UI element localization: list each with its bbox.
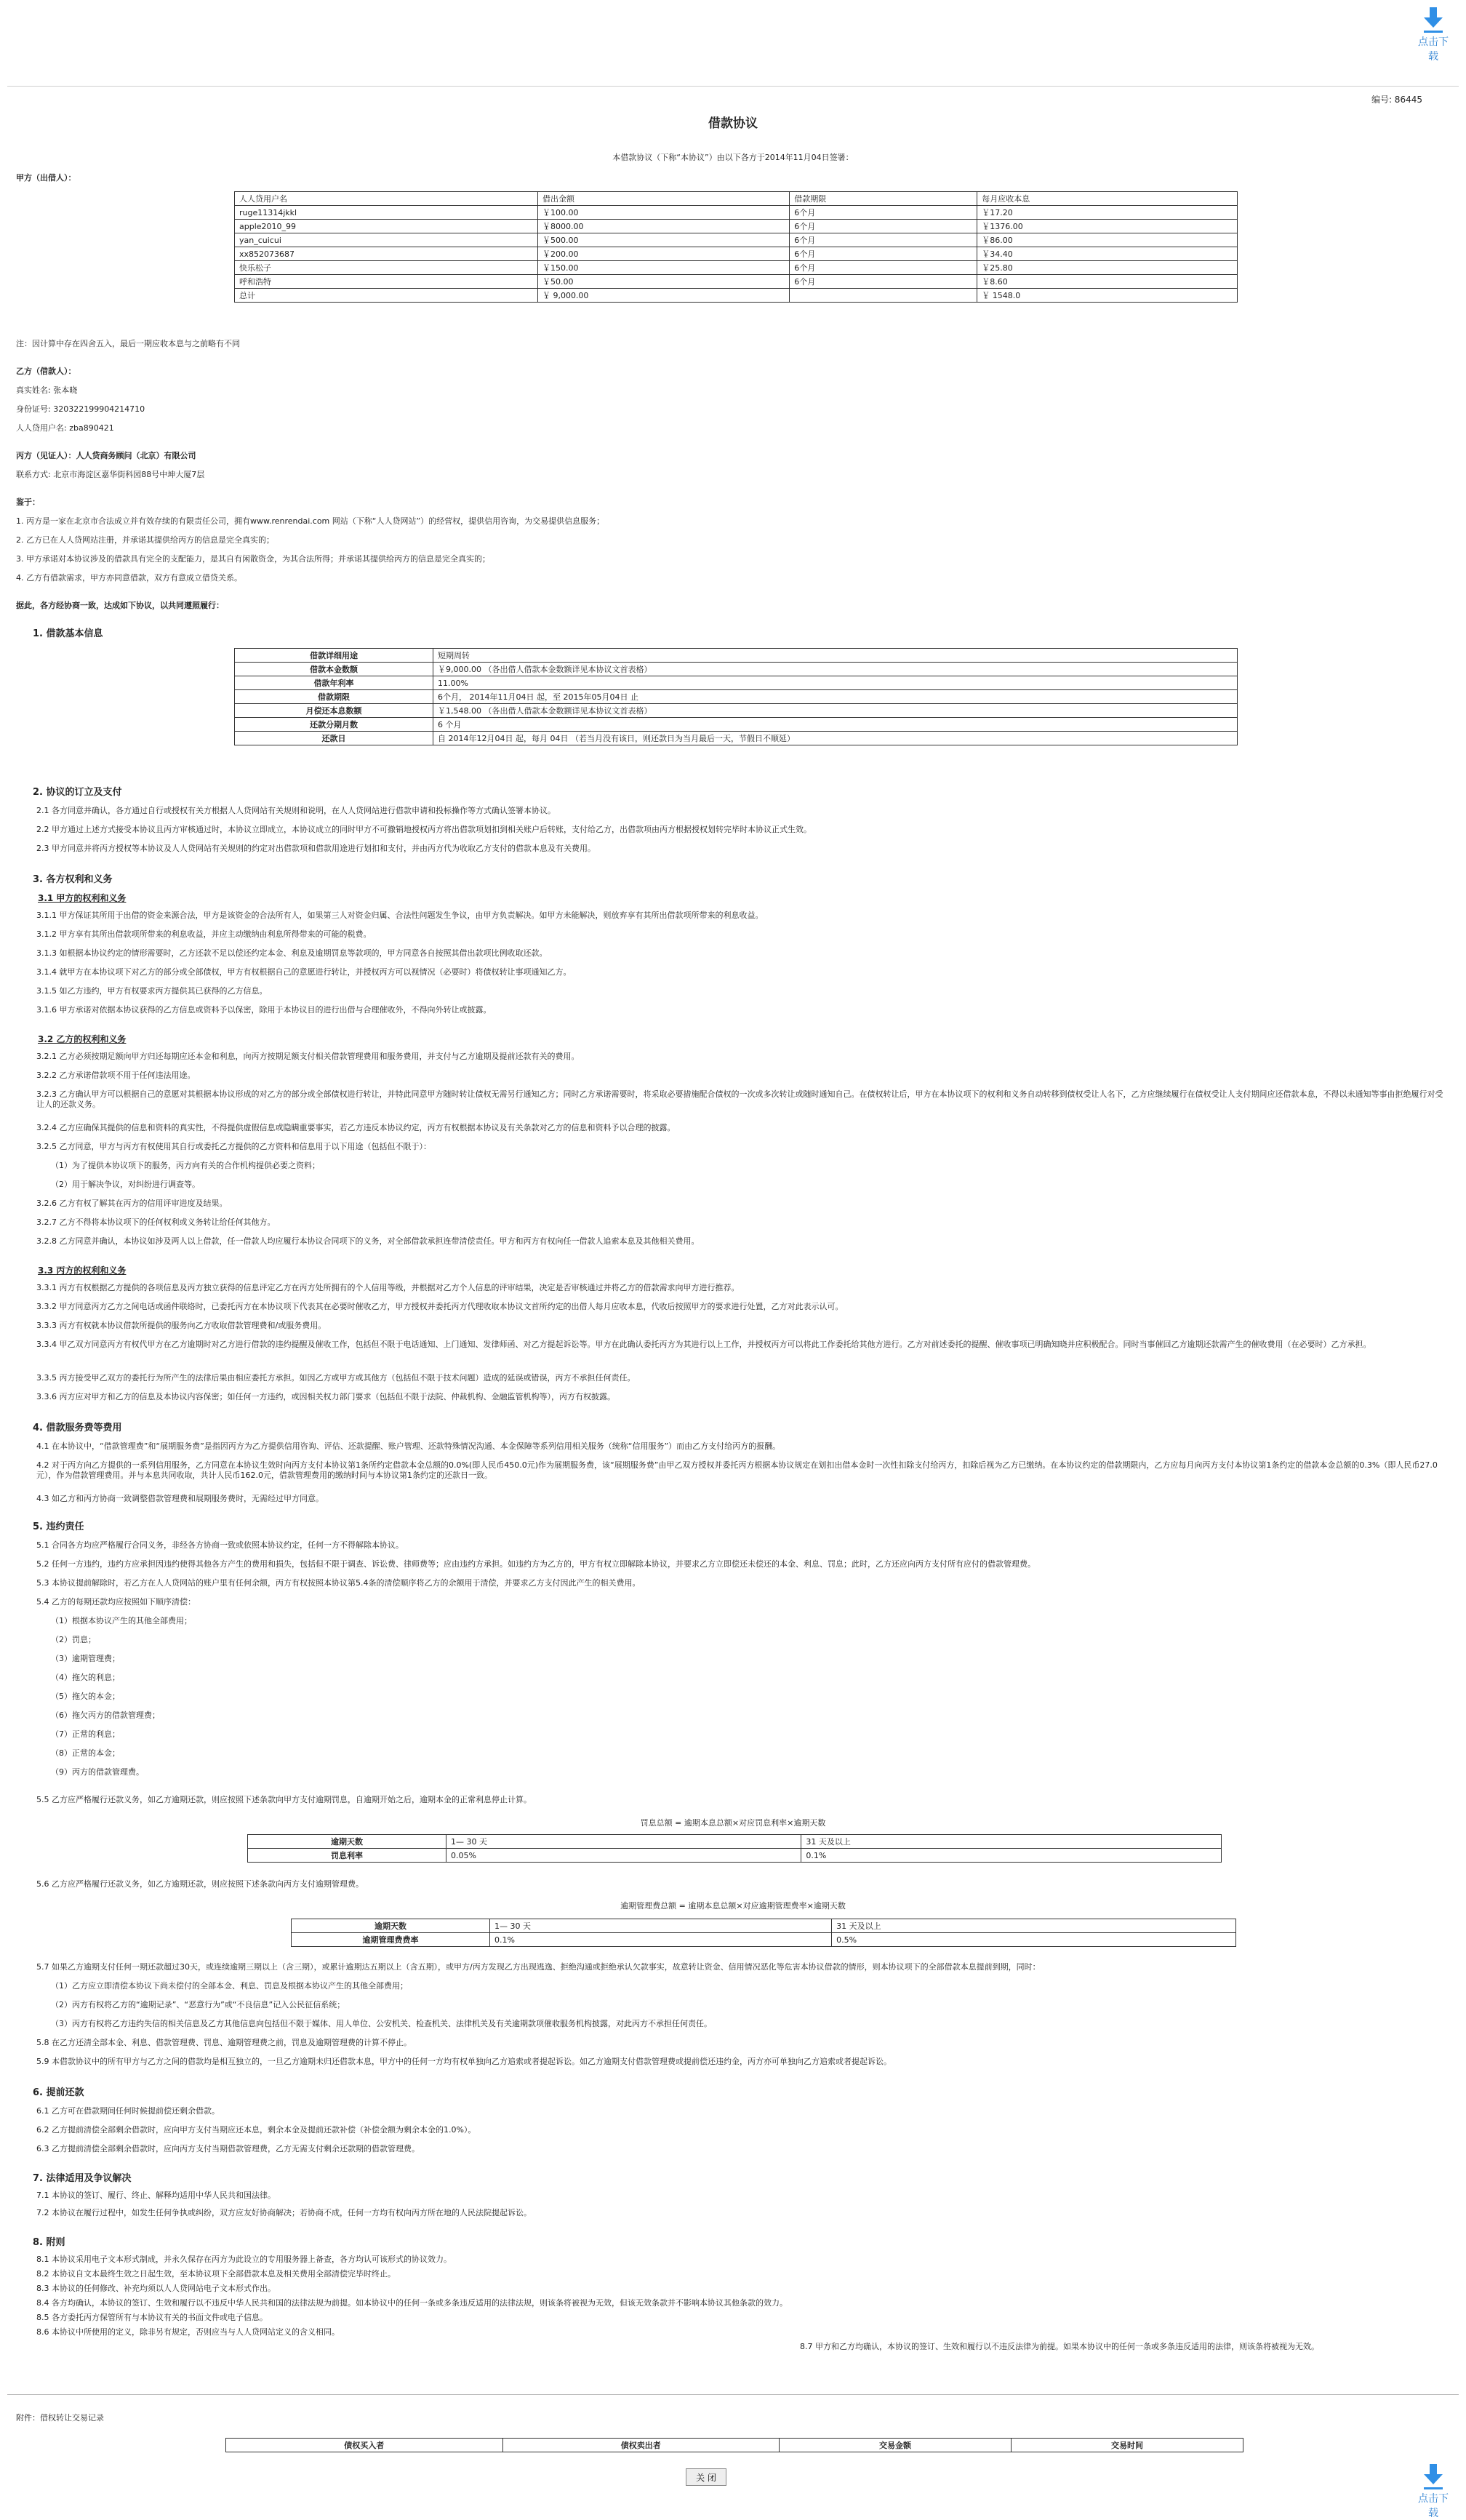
section-5-heading: 5. 违约责任 bbox=[33, 1521, 84, 1532]
table-header-row: 债权买入者 债权卖出者 交易金额 交易时间 bbox=[226, 2439, 1243, 2452]
party-c-heading: 丙方（见证人）：人人贷商务顾问（北京）有限公司 bbox=[16, 451, 196, 460]
table-row: 逾期天数 1— 30 天 31 天及以上 bbox=[248, 1835, 1222, 1849]
table-row: 逾期天数 1— 30 天 31 天及以上 bbox=[292, 1919, 1236, 1933]
whereas-item: 2. 乙方已在人人贷网站注册，并承诺其提供给丙方的信息是完全真实的； bbox=[16, 535, 274, 545]
clause: 5.4 乙方的每期还款均应按照如下顺序清偿： bbox=[36, 1597, 196, 1607]
clause: 3.1.2 甲方享有其所出借款项所带来的利息收益，并应主动缴纳由利息所得带来的可能的税费。 bbox=[36, 929, 372, 939]
clause: 3.2.7 乙方不得将本协议项下的任何权利或义务转让给任何其他方。 bbox=[36, 1217, 276, 1227]
list-item: （6）拖欠丙方的借款管理费； bbox=[51, 1711, 160, 1720]
download-button-top[interactable] bbox=[1414, 7, 1453, 63]
download-button-bottom[interactable] bbox=[1414, 2464, 1453, 2520]
party-b-id: 身份证号: 320322199904214710 bbox=[16, 404, 145, 414]
clause: 8.3 本协议的任何修改、补充均须以人人贷网站电子文本形式作出。 bbox=[36, 2284, 276, 2293]
management-fee-formula: 逾期管理费总额 = 逾期本息总额×对应逾期管理费率×逾期天数 bbox=[620, 1901, 846, 1911]
clause: 3.2.6 乙方有权了解其在丙方的信用评审进度及结果。 bbox=[36, 1199, 228, 1208]
clause: 2.3 甲方同意并将丙方授权等本协议及人人贷网站有关规则的约定对出借款项和借款用途进行划扣和支付，并由丙方代为收取乙方支付的借款本息及有关费用。 bbox=[36, 844, 596, 853]
clause: 4.2 对于丙方向乙方提供的一系列信用服务，乙方同意在本协议生效时向丙方支付本协议第1条所约定借款本金总额的0.0%(即人民币450.0元)作为展期服务费，该“展期服务费”由甲乙双方授权并委托丙方根据本协议规定在划扣出借本金时一次性扣除支付给丙方，扣除后视为乙方已缴纳。在本协议约定的借款期限内，乙方应每月向丙方支付本协议第1条约定的借款本金总额的0.3%（即人民币27.0元），作为借款管理费用。并与本息共同收取，共计人民币162.0元，借款管理费用的缴纳时间与本协议第1条约定的还款日一致。 bbox=[36, 1460, 1438, 1480]
penalty-formula: 罚息总额 = 逾期本息总额×对应罚息利率×逾期天数 bbox=[640, 1818, 826, 1828]
clause: 8.5 各方委托丙方保管所有与本协议有关的书面文件或电子信息。 bbox=[36, 2313, 268, 2322]
clause: 5.6 乙方应严格履行还款义务，如乙方逾期还款，则应按照下述条款向丙方支付逾期管理费。 bbox=[36, 1879, 364, 1889]
subsection-heading: 3.2 乙方的权利和义务 bbox=[38, 1034, 127, 1044]
clause: 4.1 在本协议中，“借款管理费”和“展期服务费”是指因丙方为乙方提供信用咨询、评估、还款提醒、账户管理、还款特殊情况沟通、本金保障等系列信用相关服务（统称“信用服务”）而由乙方支付给丙方的报酬。 bbox=[36, 1441, 781, 1451]
section-2-heading: 2. 协议的订立及支付 bbox=[33, 787, 122, 798]
clause: 5.3 本协议提前解除时，若乙方在人人贷网站的账户里有任何余额，丙方有权按照本协议第5.4条的清偿顺序将乙方的余额用于清偿，并要求乙方支付因此产生的相关费用。 bbox=[36, 1578, 641, 1588]
attachment-label: 附件：借权转让交易记录 bbox=[16, 2413, 104, 2423]
table-row: 罚息利率 0.05% 0.1% bbox=[248, 1849, 1222, 1863]
download-label: 点击下载 bbox=[1418, 2493, 1449, 2519]
download-icon bbox=[1424, 7, 1443, 29]
table-row: 借款本金数额 ￥9,000.00 （各出借人借款本金数额详见本协议文首表格） bbox=[235, 663, 1238, 676]
clause: 5.8 在乙方还清全部本金、利息、借款管理费、罚息、逾期管理费之前，罚息及逾期管理费的计算不停止。 bbox=[36, 2038, 412, 2047]
clause: 3.1.4 就甲方在本协议项下对乙方的部分或全部债权，甲方有权根据自己的意愿进行转让，并授权丙方可以视情况（必要时）将债权转让事项通知乙方。 bbox=[36, 967, 572, 977]
table-row: 借款详细用途 短期周转 bbox=[235, 649, 1238, 663]
clause: 3.1.1 甲方保证其所用于出借的资金来源合法，甲方是该资金的合法所有人，如果第三人对资金归属、合法性问题发生争议，由甲方负责解决。如甲方未能解决，则放弃享有其所出借款项所带来的利息收益。 bbox=[36, 911, 764, 920]
clause: 3.3.4 甲乙双方同意丙方有权代甲方在乙方逾期时对乙方进行借款的违约提醒及催收工作，包括但不限于电话通知、上门通知、发律师函、对乙方提起诉讼等。甲方在此确认委托丙方为其进行以上工作，并授权丙方可以将此工作委托给其他方进行。乙方对前述委托的提醒、催收事项已明确知晓并应积极配合。同时当事催回乙方逾期还款需产生的催收费用（在必要时）乙方承担。 bbox=[36, 1340, 1371, 1349]
download-label: 点击下载 bbox=[1418, 36, 1449, 63]
clause: 3.3.5 丙方接受甲乙双方的委托行为所产生的法律后果由相应委托方承担。如因乙方或甲方或其他方（包括但不限于技术问题）造成的延误或错误，丙方不承担任何责任。 bbox=[36, 1373, 636, 1383]
clause: 5.9 本借款协议中的所有甲方与乙方之间的借款均是相互独立的，一旦乙方逾期未归还借款本息，甲方中的任何一方均有权单独向乙方追索或者提起诉讼。如乙方逾期支付借款管理费或提前偿还违约金，丙方亦可单独向乙方追索或者提起诉讼。 bbox=[36, 2057, 892, 2066]
table-row: 呼和浩特 ￥50.00 6个月 ￥8.60 bbox=[235, 275, 1238, 289]
table-row: 借款年利率 11.00% bbox=[235, 676, 1238, 690]
clause: 3.3.2 甲方同意丙方乙方之间电话或函件联络时，已委托丙方在本协议项下代表其在必要时催收乙方，甲方授权并委托丙方代理收取本协议文首所约定的出借人每月应收本息，代收后按照甲方的要求进行处置，乙方对此表示认可。 bbox=[36, 1302, 844, 1311]
clause: 5.5 乙方应严格履行还款义务，如乙方逾期还款，则应按照下述条款向甲方支付逾期罚息，自逾期开始之后，逾期本金的正常利息停止计算。 bbox=[36, 1795, 532, 1804]
clause: 7.1 本协议的签订、履行、终止、解释均适用中华人民共和国法律。 bbox=[36, 2191, 276, 2200]
list-item: （4）拖欠的利息； bbox=[51, 1673, 120, 1682]
contract-serial: 编号: 86445 bbox=[1371, 95, 1422, 105]
clause: 3.1.5 如乙方违约，甲方有权要求丙方提供其已获得的乙方信息。 bbox=[36, 986, 268, 996]
party-b-name: 真实姓名: 张本晓 bbox=[16, 385, 78, 395]
agreement-line: 据此，各方经协商一致，达成如下协议，以共同遵照履行： bbox=[16, 601, 224, 610]
section-8-heading: 8. 附则 bbox=[33, 2237, 65, 2248]
clause: 8.4 各方均确认，本协议的签订、生效和履行以不违反中华人民共和国的法律法规为前提。如本协议中的任何一条或多条违反适用的法律法规，则该条将被视为无效，但该无效条款并不影响本协议其他条款的效力。 bbox=[36, 2298, 788, 2308]
table-row: 总计 ￥ 9,000.00 ￥ 1548.0 bbox=[235, 289, 1238, 303]
page-title: 借款协议 bbox=[708, 116, 758, 131]
clause: 3.3.3 丙方有权就本协议借款所提供的服务向乙方收取借款管理费和/或服务费用。 bbox=[36, 1321, 327, 1330]
subsection-heading: 3.1 甲方的权利和义务 bbox=[38, 893, 127, 903]
table-row: yan_cuicui ￥500.00 6个月 ￥86.00 bbox=[235, 233, 1238, 247]
clause: 6.3 乙方提前清偿全部剩余借款时，应向丙方支付当期借款管理费，乙方无需支付剩余还款期的借款管理费。 bbox=[36, 2144, 420, 2153]
management-fee-table bbox=[291, 1919, 1236, 1947]
clause: 8.1 本协议采用电子文本形式制成，并永久保存在丙方为此设立的专用服务器上备查，各方均认可该形式的协议效力。 bbox=[36, 2255, 452, 2264]
party-a-heading: 甲方（出借人）： bbox=[16, 173, 76, 183]
clause: （2）丙方有权将乙方的“逾期记录”、“恶意行为”或“不良信息”记入公民征信系统； bbox=[51, 2000, 345, 2009]
list-item: （9）丙方的借款管理费。 bbox=[51, 1767, 144, 1777]
table-row: 月偿还本息数额 ￥1,548.00 （各出借人借款本金数额详见本协议文首表格） bbox=[235, 704, 1238, 718]
whereas-item: 1. 丙方是一家在北京市合法成立并有效存续的有限责任公司，拥有www.renrendai.com 网站（下称“人人贷网站”）的经营权，提供信用咨询，为交易提供信息服务； bbox=[16, 516, 605, 526]
clause: 3.2.5 乙方同意，甲方与丙方有权使用其自行或委托乙方提供的乙方资料和信息用于以下用途（包括但不限于）： bbox=[36, 1142, 431, 1151]
clause: 5.2 任何一方违约，违约方应承担因违约使得其他各方产生的费用和损失，包括但不限于调查、诉讼费、律师费等；应由违约方承担。如违约方为乙方的，甲方有权立即解除本协议，并要求乙方立即偿还未偿还的本金、利息、罚息；此时，乙方还应向丙方支付所有应付的借款管理费。 bbox=[36, 1559, 1036, 1569]
table-row: ruge11314jkkl ￥100.00 6个月 ￥17.20 bbox=[235, 206, 1238, 220]
clause: 5.7 如果乙方逾期支付任何一期还款超过30天，或连续逾期三期以上（含三期），或累计逾期达五期以上（含五期），或甲方/丙方发现乙方出现逃逸、拒绝沟通或拒绝承认欠款事实，故意转让资金、信用情况恶化等危害本协议借款的情形，则本协议项下的全部借款本息提前到期，同时： bbox=[36, 1962, 1041, 1972]
lender-table bbox=[234, 191, 1238, 303]
table-row: 逾期管理费费率 0.1% 0.5% bbox=[292, 1933, 1236, 1947]
clause: （1）乙方应立即清偿本协议下尚未偿付的全部本金、利息、罚息及根据本协议产生的其他全部费用； bbox=[51, 1981, 408, 1991]
list-item: （5）拖欠的本金； bbox=[51, 1692, 120, 1701]
intro-line: 本借款协议（下称“本协议”）由以下各方于2014年11月04日签署： bbox=[612, 153, 854, 162]
clause: 6.2 乙方提前清偿全部剩余借款时，应向甲方支付当期应还本息，剩余本金及提前还款补偿（补偿金额为剩余本金的1.0%）。 bbox=[36, 2125, 476, 2135]
clause: 2.1 各方同意并确认，各方通过自行或授权有关方根据人人贷网站有关规则和说明，在人人贷网站进行借款申请和投标操作等方式确认签署本协议。 bbox=[36, 806, 556, 815]
penalty-rate-table bbox=[247, 1834, 1222, 1863]
list-item: （1）根据本协议产生的其他全部费用； bbox=[51, 1616, 192, 1625]
whereas-item: 4. 乙方有借款需求，甲方亦同意借款，双方有意成立借贷关系。 bbox=[16, 573, 242, 583]
clause: 3.2.8 乙方同意并确认，本协议如涉及两人以上借款，任一借款人均应履行本协议合同项下的义务，对全部借款承担连带清偿责任。甲方和丙方有权向任一借款人追索本息及其他相关费用。 bbox=[36, 1236, 700, 1246]
whereas-heading: 鉴于： bbox=[16, 497, 40, 507]
list-item: （2）罚息； bbox=[51, 1635, 96, 1644]
list-item: （8）正常的本金； bbox=[51, 1748, 120, 1758]
clause: 3.3.1 丙方有权根据乙方提供的各项信息及丙方独立获得的信息评定乙方在丙方处所拥有的个人信用等级，并根据对乙方个人信息的评审结果，决定是否审核通过并将乙方的借款需求向甲方进行推荐。 bbox=[36, 1283, 740, 1292]
clause: 3.2.3 乙方确认甲方可以根据自己的意愿对其根据本协议形成的对乙方的部分或全部债权进行转让，并特此同意甲方随时转让债权无需另行通知乙方；同时乙方承诺需要时，将采取必要措施配合债权的一次或多次转让或随时通知自己。在债权转让后，甲方在本协议项下的权利和义务自动转移到债权受让人名下，乙方应继续履行在债权受让人支付期间应还借款本息，不得以未通知等事由拒绝履行对受让人的还款义务。 bbox=[36, 1089, 1443, 1109]
table-row: apple2010_99 ￥8000.00 6个月 ￥1376.00 bbox=[235, 220, 1238, 233]
clause: 3.1.6 甲方承诺对依据本协议获得的乙方信息或资料予以保密，除用于本协议目的进行出借与合理催收外，不得向外转让或披露。 bbox=[36, 1005, 492, 1015]
clause: 7.2 本协议在履行过程中，如发生任何争执或纠纷，双方应友好协商解决；若协商不成，任何一方均有权向丙方所在地的人民法院提起诉讼。 bbox=[36, 2208, 532, 2217]
whereas-item: 3. 甲方承诺对本协议涉及的借款具有完全的支配能力，是其自有闲散资金，为其合法所得；并承诺其提供给丙方的信息是完全真实的； bbox=[16, 554, 490, 564]
party-b-username: 人人贷用户名: zba890421 bbox=[16, 423, 114, 433]
party-b-heading: 乙方（借款人）： bbox=[16, 367, 76, 376]
clause: （2）用于解决争议，对纠纷进行调查等。 bbox=[51, 1180, 200, 1189]
table-header-row: 人人贷用户名 借出金额 借款期限 每月应收本息 bbox=[235, 192, 1238, 206]
clause: 3.2.2 乙方承诺借款项不用于任何违法用途。 bbox=[36, 1071, 196, 1080]
list-item: （3）逾期管理费； bbox=[51, 1654, 120, 1663]
table-row: 还款分期月数 6 个月 bbox=[235, 718, 1238, 732]
table-row: 还款日 自 2014年12月04日 起，每月 04日 （若当月没有该日，则还款日为当月最后一天，节假日不顺延） bbox=[235, 732, 1238, 745]
close-button[interactable]: 关 闭 bbox=[686, 2468, 726, 2486]
section-6-heading: 6. 提前还款 bbox=[33, 2087, 84, 2098]
list-item: （7）正常的利息； bbox=[51, 1729, 120, 1739]
clause: 8.7 甲方和乙方均确认，本协议的签订、生效和履行以不违反法律为前提。如果本协议中的任何一条或多条违反适用的法律，则该条将被视为无效。 bbox=[800, 2342, 1319, 2351]
clause: 3.3.6 丙方应对甲方和乙方的信息及本协议内容保密；如任何一方违约，或因相关权力部门要求（包括但不限于法院、仲裁机构、金融监管机构等），丙方有权披露。 bbox=[36, 1392, 615, 1401]
section-3-heading: 3. 各方权利和义务 bbox=[33, 874, 113, 885]
clause: 3.2.1 乙方必须按期足额向甲方归还每期应还本金和利息，向丙方按期足额支付相关借款管理费用和服务费用，并支付与乙方逾期及提前还款有关的费用。 bbox=[36, 1052, 580, 1061]
table-row: xx852073687 ￥200.00 6个月 ￥34.40 bbox=[235, 247, 1238, 261]
clause: 2.2 甲方通过上述方式接受本协议且丙方审核通过时，本协议立即成立，本协议成立的同时甲方不可撤销地授权丙方将出借款项划扣到相关账户后转账，支付给乙方，出借款项由丙方根据授权划转完毕时本协议正式生效。 bbox=[36, 825, 812, 834]
party-c-address: 联系方式: 北京市海淀区嘉华街科园88号中坤大厦7层 bbox=[16, 470, 205, 479]
clause: （1）为了提供本协议项下的服务，丙方向有关的合作机构提供必要之资料； bbox=[51, 1161, 320, 1170]
clause: 4.3 如乙方和丙方协商一致调整借款管理费和展期服务费时，无需经过甲方同意。 bbox=[36, 1494, 324, 1503]
clause: 5.1 合同各方均应严格履行合同义务，非经各方协商一致或依照本协议约定，任何一方不得解除本协议。 bbox=[36, 1540, 404, 1550]
download-icon bbox=[1424, 2464, 1443, 2486]
section-7-heading: 7. 法律适用及争议解决 bbox=[33, 2173, 132, 2184]
party-a-note: 注：因计算中存在四舍五入，最后一期应收本息与之前略有不同 bbox=[16, 339, 240, 348]
subsection-heading: 3.3 丙方的权利和义务 bbox=[38, 1265, 127, 1276]
clause: 3.1.3 如根据本协议约定的情形需要时，乙方还款不足以偿还约定本金、利息及逾期罚息等款项的，甲方同意各自按照其借出款项比例收取还款。 bbox=[36, 948, 548, 958]
transfer-record-table bbox=[225, 2438, 1243, 2452]
clause: 8.2 本协议自文本最终生效之日起生效，至本协议项下全部借款本息及相关费用全部清偿完毕时终止。 bbox=[36, 2269, 396, 2279]
loan-info-table bbox=[234, 648, 1238, 745]
clause: 3.2.4 乙方应确保其提供的信息和资料的真实性，不得提供虚假信息或隐瞒重要事实，若乙方违反本协议约定，丙方有权根据本协议及有关条款对乙方的信息和资料予以合理的披露。 bbox=[36, 1123, 676, 1132]
section-1-heading: 1. 借款基本信息 bbox=[33, 628, 103, 639]
clause: 8.6 本协议中所使用的定义，除非另有规定，否则应当与人人贷网站定义的含义相同。 bbox=[36, 2327, 340, 2337]
clause: 6.1 乙方可在借款期间任何时候提前偿还剩余借款。 bbox=[36, 2106, 220, 2116]
clause: （3）丙方有权将乙方违约失信的相关信息及乙方其他信息向包括但不限于媒体、用人单位、公安机关、检查机关、法律机关及有关逾期款项催收服务机构披露，对此丙方不承担任何责任。 bbox=[51, 2019, 712, 2028]
table-row: 借款期限 6个月， 2014年11月04日 起，至 2015年05月04日 止 bbox=[235, 690, 1238, 704]
section-4-heading: 4. 借款服务费等费用 bbox=[33, 1423, 122, 1433]
table-row: 快乐松子 ￥150.00 6个月 ￥25.80 bbox=[235, 261, 1238, 275]
